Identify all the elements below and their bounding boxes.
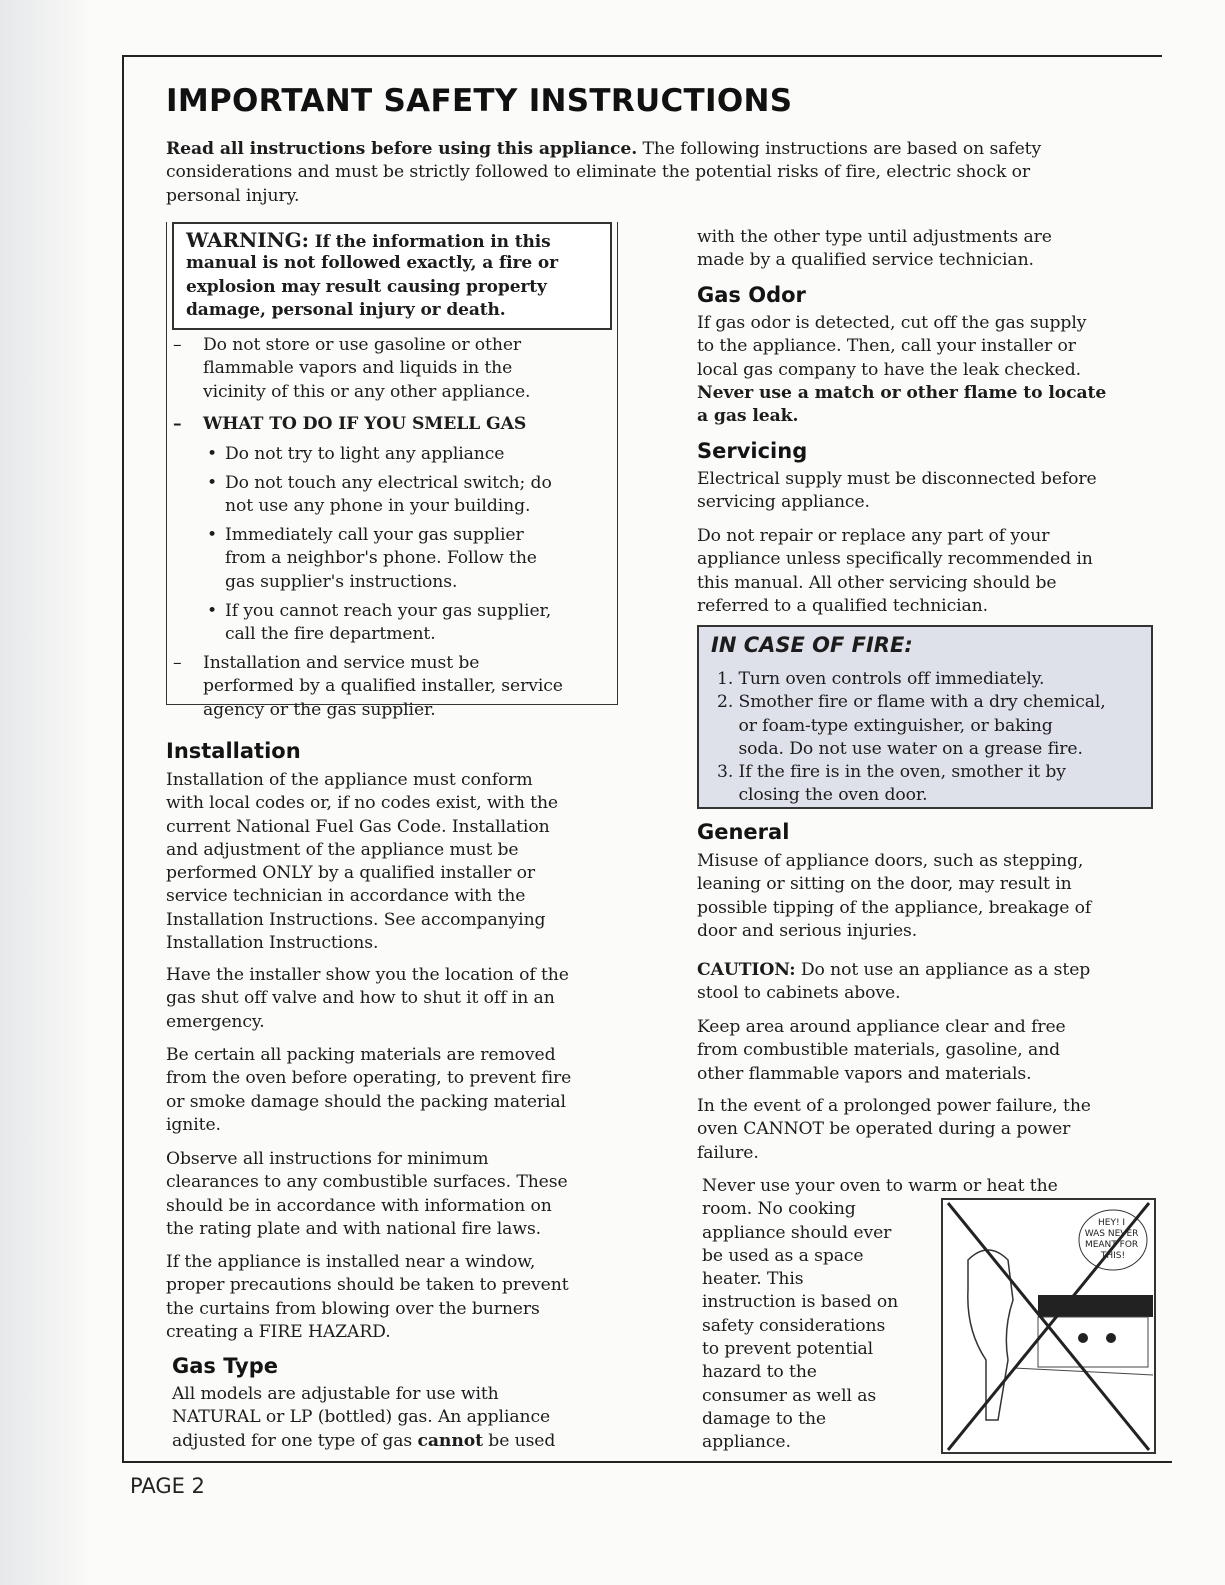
- text-line: referred to a qualified technician.: [697, 595, 988, 616]
- general-p1: [697, 850, 1091, 943]
- text-line: – Installation and service must be: [203, 653, 480, 673]
- text-line: [697, 382, 1106, 405]
- general-caution: [697, 959, 1090, 1006]
- text-line: hazard to the: [702, 1362, 817, 1383]
- text-line: with the other type until adjustments are: [697, 227, 1052, 247]
- text-line: soda. Do not use water on a grease fire.: [717, 738, 1083, 759]
- text-line: consumer as well as: [702, 1385, 877, 1406]
- text-line: flammable vapors and liquids in the: [203, 358, 513, 379]
- bullet-switch: [225, 472, 552, 519]
- text-line: NATURAL or LP (bottled) gas. An appliance: [172, 1407, 551, 1428]
- installation-p3: [166, 1044, 571, 1137]
- servicing-p1: [697, 468, 1097, 515]
- text-line: the curtains from blowing over the burners: [166, 1298, 540, 1319]
- text-line: • Do not try to light any appliance: [225, 444, 505, 464]
- text-line: 3. If the fire is in the oven, smother it by: [717, 762, 1066, 783]
- text-line: appliance.: [702, 1432, 791, 1453]
- text-line: should be in accordance with information on: [166, 1195, 552, 1216]
- text-line: appliance should ever: [702, 1222, 892, 1243]
- speech-line: WAS NEVER: [1084, 1229, 1139, 1239]
- bold-text: Read all instructions before using this appliance.: [166, 139, 638, 159]
- text-line: [172, 1430, 555, 1453]
- text-line: If the appliance is installed near a window,: [166, 1252, 536, 1272]
- speech-line: THIS!: [1100, 1251, 1126, 1261]
- text-line: call the fire department.: [225, 624, 436, 645]
- bullet-fire-dept: [225, 600, 551, 647]
- list-item-smell-gas: [203, 413, 526, 436]
- text-line: with local codes or, if no codes exist, with the: [166, 793, 559, 814]
- text-line: Misuse of appliance doors, such as stepping,: [697, 851, 1084, 871]
- text-line: gas supplier's instructions.: [225, 571, 458, 592]
- text-line: clearances to any combustible surfaces. These: [166, 1172, 568, 1193]
- text-line: Observe all instructions for minimum: [166, 1149, 489, 1169]
- fire-heading: IN CASE OF FIRE:: [711, 633, 913, 657]
- text-line: possible tipping of the appliance, breakage of: [697, 897, 1092, 918]
- text-line: [697, 959, 1090, 982]
- text-line: emergency.: [166, 1011, 265, 1032]
- bold-text: a gas leak.: [697, 406, 799, 427]
- heading-gas-odor: Gas Odor: [697, 283, 806, 307]
- text-line: personal injury.: [166, 185, 300, 206]
- text-line: Do not repair or replace any part of your: [697, 526, 1050, 546]
- cartoon-drawing: [943, 1200, 1154, 1452]
- text-line: room. No cooking: [702, 1199, 856, 1220]
- bottom-rule: [122, 1461, 1172, 1463]
- text-line: from combustible materials, gasoline, and: [697, 1040, 1061, 1061]
- text-line: Be certain all packing materials are removed: [166, 1045, 556, 1065]
- installation-p2: [166, 964, 569, 1034]
- top-rule: [122, 55, 1162, 57]
- text-span: adjusted for one type of gas: [172, 1430, 418, 1451]
- text-line: and adjustment of the appliance must be: [166, 839, 519, 860]
- warning-box: [172, 222, 612, 330]
- text-line: In the event of a prolonged power failure, the: [697, 1096, 1091, 1116]
- text-line: oven CANNOT be operated during a power: [697, 1119, 1071, 1140]
- text-line: damage to the: [702, 1408, 826, 1429]
- warning-line: damage, personal injury or death.: [186, 299, 506, 320]
- general-p3: [697, 1016, 1066, 1086]
- bullet-call: [225, 524, 537, 594]
- heading-gas-type: Gas Type: [172, 1354, 279, 1378]
- text-line: other flammable vapors and materials.: [697, 1063, 1032, 1084]
- text-line: All models are adjustable for use with: [172, 1384, 499, 1404]
- text-line: • If you cannot reach your gas supplier,: [225, 601, 552, 621]
- text-line: – WHAT TO DO IF YOU SMELL GAS: [203, 414, 527, 434]
- text-line: agency or the gas supplier.: [203, 699, 436, 720]
- speech-line: MEANT FOR: [1084, 1240, 1139, 1250]
- text-line: appliance unless specifically recommended in: [697, 549, 1093, 570]
- text-line: Electrical supply must be disconnected before: [697, 469, 1097, 489]
- servicing-p2: [697, 525, 1093, 618]
- warning-line: manual is not followed exactly, a fire or: [186, 253, 559, 274]
- general-p4: [697, 1095, 1091, 1165]
- text-line: or foam-type extinguisher, or baking: [717, 715, 1053, 736]
- page-title: IMPORTANT SAFETY INSTRUCTIONS: [166, 83, 793, 119]
- text-line: [697, 405, 1106, 428]
- text-line: 2. Smother fire or flame with a dry chemical,: [717, 692, 1106, 713]
- text-line: to the appliance. Then, call your installer or: [697, 336, 1076, 357]
- text-line: this manual. All other servicing should be: [697, 572, 1057, 593]
- text-line: failure.: [697, 1142, 759, 1163]
- text-span: Do not use an appliance as a step: [795, 960, 1091, 980]
- text-line: – Do not store or use gasoline or other: [203, 335, 522, 355]
- text-line: servicing appliance.: [697, 492, 870, 513]
- heading-installation: Installation: [166, 739, 301, 763]
- text-line: 1. Turn oven controls off immediately.: [717, 669, 1045, 689]
- installation-p1: [166, 769, 558, 955]
- cartoon-illustration: [941, 1198, 1156, 1454]
- text-line: heater. This: [702, 1269, 804, 1290]
- text-line: be used as a space: [702, 1245, 864, 1266]
- text-line: performed by a qualified installer, service: [203, 676, 563, 697]
- text-line: closing the oven door.: [717, 785, 928, 806]
- text-line: instruction is based on: [702, 1292, 899, 1313]
- intro-paragraph: [166, 138, 1041, 208]
- warning-line: explosion may result causing property: [186, 276, 547, 297]
- bold-text: Never use a match or other flame to locate: [697, 382, 1107, 403]
- left-rule: [122, 55, 124, 1463]
- text-line: or smoke damage should the packing material: [166, 1091, 566, 1112]
- text-line: gas shut off valve and how to shut it off in an: [166, 988, 555, 1009]
- text-line: door and serious injuries.: [697, 920, 918, 941]
- text-line: Never use your oven to warm or heat the: [702, 1176, 1058, 1196]
- bullet-light: [225, 443, 504, 466]
- page-number: PAGE 2: [130, 1474, 205, 1498]
- text-line: Keep area around appliance clear and free: [697, 1017, 1066, 1037]
- text-line: If gas odor is detected, cut off the gas supply: [697, 313, 1087, 333]
- warning-label: WARNING:: [186, 228, 309, 252]
- text-line: the rating plate and with national fire laws.: [166, 1218, 542, 1239]
- text-line: • Immediately call your gas supplier: [225, 525, 524, 545]
- list-item-installation: [203, 652, 563, 722]
- text-line: considerations and must be strictly followed to eliminate the potential risks of fire, electric shock or: [166, 162, 1031, 183]
- text-line: Have the installer show you the location of the: [166, 965, 569, 985]
- bold-text: CAUTION:: [697, 960, 796, 980]
- text-line: stool to cabinets above.: [697, 983, 901, 1004]
- text-line: Installation Instructions. See accompanying: [166, 909, 546, 930]
- text-line: proper precautions should be taken to prevent: [166, 1275, 569, 1296]
- text-line: not use any phone in your building.: [225, 496, 531, 517]
- text-line: creating a FIRE HAZARD.: [166, 1321, 391, 1342]
- text-line: Installation of the appliance must conform: [166, 770, 533, 790]
- text-line: vicinity of this or any other appliance.: [203, 381, 531, 402]
- text-line: Installation Instructions.: [166, 933, 379, 954]
- warning-line: If the information in this: [308, 232, 551, 252]
- list-item-gasoline: [203, 334, 530, 404]
- text-line: performed ONLY by a qualified installer or: [166, 863, 535, 884]
- scan-edge: [0, 0, 90, 1585]
- heading-servicing: Servicing: [697, 439, 808, 463]
- text-span: be used: [482, 1430, 556, 1451]
- text-line: service technician in accordance with the: [166, 886, 526, 907]
- bold-text: cannot: [417, 1430, 483, 1451]
- gas-type-continued: [697, 226, 1052, 273]
- text-line: made by a qualified service technician.: [697, 250, 1034, 271]
- text-line: to prevent potential: [702, 1339, 874, 1360]
- text-line: from the oven before operating, to prevent fire: [166, 1068, 572, 1089]
- text-line: from a neighbor's phone. Follow the: [225, 548, 537, 569]
- text-line: current National Fuel Gas Code. Installation: [166, 816, 550, 837]
- installation-p4: [166, 1148, 568, 1241]
- text-line: local gas company to have the leak checked.: [697, 359, 1082, 380]
- text-span: The following instructions are based on safety: [637, 139, 1042, 159]
- text-line: • Do not touch any electrical switch; do: [225, 473, 552, 493]
- gas-type-p1: [172, 1383, 555, 1453]
- text-line: ignite.: [166, 1114, 221, 1135]
- text-line: leaning or sitting on the door, may result in: [697, 874, 1072, 895]
- text-line: [166, 138, 1041, 161]
- fire-box: [697, 625, 1153, 809]
- gas-odor-p1: [697, 312, 1106, 428]
- installation-p5: [166, 1251, 569, 1344]
- speech-line: HEY! I: [1098, 1218, 1126, 1228]
- text-line: safety considerations: [702, 1315, 886, 1336]
- heading-general: General: [697, 820, 790, 844]
- fire-steps: [717, 668, 1106, 808]
